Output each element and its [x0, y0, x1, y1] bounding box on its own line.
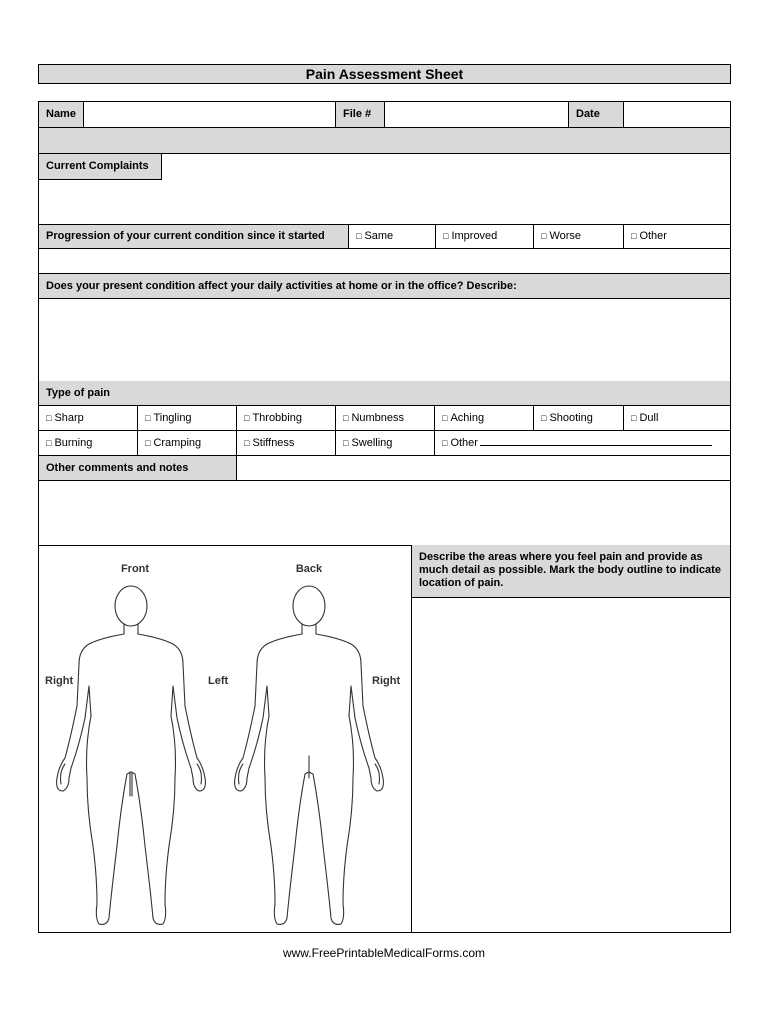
checkbox-icon: □ [442, 438, 448, 448]
checkbox-icon: □ [244, 413, 250, 423]
pain-option-tingling[interactable] [138, 406, 236, 430]
assessment-form [38, 101, 731, 933]
progression-label: Progression of your current condition since it started [39, 225, 348, 248]
option-label: Improved [451, 230, 498, 242]
left-label: Left [208, 675, 229, 687]
progression-option-worse[interactable] [534, 225, 623, 248]
pain-option-throbbing[interactable] [237, 406, 335, 430]
checkbox-icon: □ [46, 413, 52, 423]
checkbox-icon: □ [244, 438, 250, 448]
checkbox-icon: □ [145, 438, 151, 448]
pain-option-dull[interactable] [624, 406, 730, 430]
option-label: Burning [54, 437, 93, 449]
body-outline-diagram[interactable] [39, 546, 411, 932]
pain-option-shooting[interactable] [534, 406, 623, 430]
pain-option-other[interactable] [435, 431, 730, 455]
option-label: Worse [549, 230, 582, 242]
other-comments-field[interactable] [39, 481, 730, 545]
option-label: Throbbing [252, 412, 302, 424]
file-number-label: File # [336, 102, 385, 127]
option-label: Shooting [549, 412, 593, 424]
body-diagram[interactable] [39, 546, 411, 932]
option-label: Aching [450, 412, 485, 424]
right-label-front: Right [45, 675, 74, 687]
daily-activities-label: Does your present condition affect your daily activities at home or in the office? Describe: [39, 274, 730, 298]
checkbox-icon: □ [145, 413, 151, 423]
form-title: Pain Assessment Sheet [38, 64, 731, 84]
other-comments-label: Other comments and notes [39, 456, 236, 480]
spacer-band [39, 128, 730, 153]
daily-activities-field[interactable] [39, 299, 730, 381]
date-label: Date [569, 102, 624, 127]
current-complaints-label: Current Complaints [39, 154, 161, 179]
checkbox-icon: □ [46, 438, 52, 448]
pain-type-label: Type of pain [39, 381, 730, 405]
current-complaints-field[interactable] [39, 180, 730, 223]
checkbox-icon: □ [631, 231, 637, 241]
option-label: Other [639, 230, 667, 242]
option-label: Stiffness [252, 437, 295, 449]
right-label-back: Right [372, 675, 401, 687]
date-field[interactable] [624, 102, 730, 127]
progression-option-other[interactable] [624, 225, 730, 248]
progression-notes-field[interactable] [39, 249, 730, 273]
back-figure [235, 586, 384, 924]
name-label: Name [39, 102, 84, 127]
option-label: Numbness [351, 412, 405, 424]
checkbox-icon: □ [356, 231, 362, 241]
front-figure [57, 586, 206, 924]
pain-option-cramping[interactable] [138, 431, 236, 455]
option-label: Dull [639, 412, 659, 424]
checkbox-icon: □ [442, 413, 448, 423]
pain-areas-instructions: Describe the areas where you feel pain and provide as much detail as possible. Mark the body outline to indicate location of pain. [412, 545, 730, 597]
pain-option-swelling[interactable] [336, 431, 434, 455]
pain-option-sharp[interactable] [39, 406, 137, 430]
checkbox-icon: □ [343, 413, 349, 423]
checkbox-icon: □ [343, 438, 349, 448]
footer-url[interactable]: www.FreePrintableMedicalForms.com [282, 946, 486, 960]
pain-areas-field[interactable] [412, 598, 730, 932]
pain-option-stiffness[interactable] [237, 431, 335, 455]
front-label: Front [120, 563, 150, 575]
progression-option-same[interactable] [349, 225, 435, 248]
progression-option-improved[interactable] [436, 225, 533, 248]
back-label: Back [295, 563, 323, 575]
checkbox-icon: □ [443, 231, 449, 241]
checkbox-icon: □ [541, 231, 547, 241]
name-field[interactable] [84, 102, 336, 127]
pain-option-numbness[interactable] [336, 406, 434, 430]
option-label: Other [450, 437, 478, 449]
option-label: Swelling [351, 437, 393, 449]
option-label: Same [364, 230, 394, 242]
checkbox-icon: □ [541, 413, 547, 423]
option-label: Sharp [54, 412, 84, 424]
file-number-field[interactable] [385, 102, 569, 127]
other-comments-inline-field[interactable] [237, 456, 730, 480]
other-write-in-line[interactable] [480, 436, 712, 446]
pain-option-burning[interactable] [39, 431, 137, 455]
pain-option-aching[interactable] [435, 406, 533, 430]
option-label: Tingling [153, 412, 192, 424]
option-label: Cramping [153, 437, 202, 449]
checkbox-icon: □ [631, 413, 637, 423]
